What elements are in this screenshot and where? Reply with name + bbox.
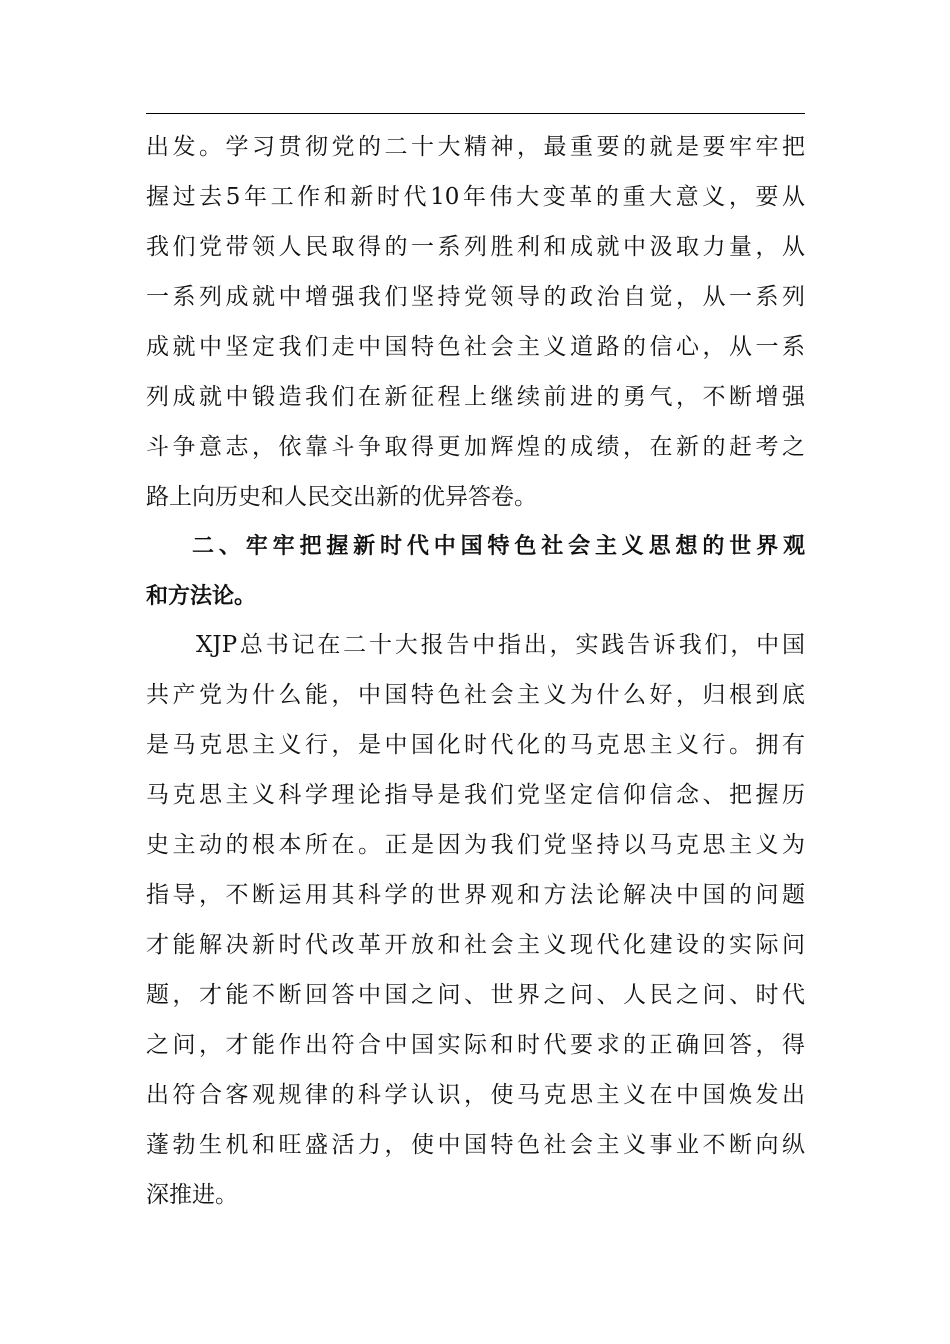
paragraph-line: 是马克思主义行，是中国化时代化的马克思主义行。拥有 — [146, 732, 805, 758]
paragraph-line: 出发。学习贯彻党的二十大精神，最重要的就是要牢牢把 — [146, 134, 805, 160]
paragraph-line: 斗争意志，依靠斗争取得更加辉煌的成绩，在新的赶考之 — [146, 434, 805, 460]
heading-line: 和方法论。 — [146, 584, 257, 609]
paragraph-line: 共产党为什么能，中国特色社会主义为什么好，归根到底 — [146, 682, 805, 708]
paragraph-line: 题，才能不断回答中国之问、世界之问、人民之问、时代 — [146, 982, 805, 1008]
paragraph-line: 出符合客观规律的科学认识，使马克思主义在中国焕发出 — [146, 1082, 805, 1108]
paragraph-line: 成就中坚定我们走中国特色社会主义道路的信心，从一系 — [146, 334, 805, 360]
paragraph-line: 才能解决新时代改革开放和社会主义现代化建设的实际问 — [146, 932, 805, 958]
header-rule — [146, 113, 805, 114]
paragraph-line: 我们党带领人民取得的一系列胜利和成就中汲取力量，从 — [146, 234, 805, 260]
paragraph-line: 蓬勃生机和旺盛活力，使中国特色社会主义事业不断向纵 — [146, 1132, 805, 1158]
paragraph-line: 列成就中锻造我们在新征程上继续前进的勇气，不断增强 — [146, 384, 805, 410]
paragraph-line: 握过去5年工作和新时代10年伟大变革的重大意义，要从 — [146, 184, 805, 210]
paragraph-line: XJP总书记在二十大报告中指出，实践告诉我们，中国 — [196, 632, 805, 658]
paragraph-line: 指导，不断运用其科学的世界观和方法论解决中国的问题 — [146, 882, 805, 908]
heading-line: 二、牢牢把握新时代中国特色社会主义思想的世界观 — [192, 534, 805, 559]
paragraph-line: 深推进。 — [146, 1182, 238, 1208]
paragraph-line: 马克思主义科学理论指导是我们党坚定信仰信念、把握历 — [146, 782, 805, 808]
paragraph-line: 之问，才能作出符合中国实际和时代要求的正确回答，得 — [146, 1032, 805, 1058]
paragraph-line: 路上向历史和人民交出新的优异答卷。 — [146, 484, 537, 510]
paragraph-line: 一系列成就中增强我们坚持党领导的政治自觉，从一系列 — [146, 284, 805, 310]
paragraph-line: 史主动的根本所在。正是因为我们党坚持以马克思主义为 — [146, 832, 805, 858]
